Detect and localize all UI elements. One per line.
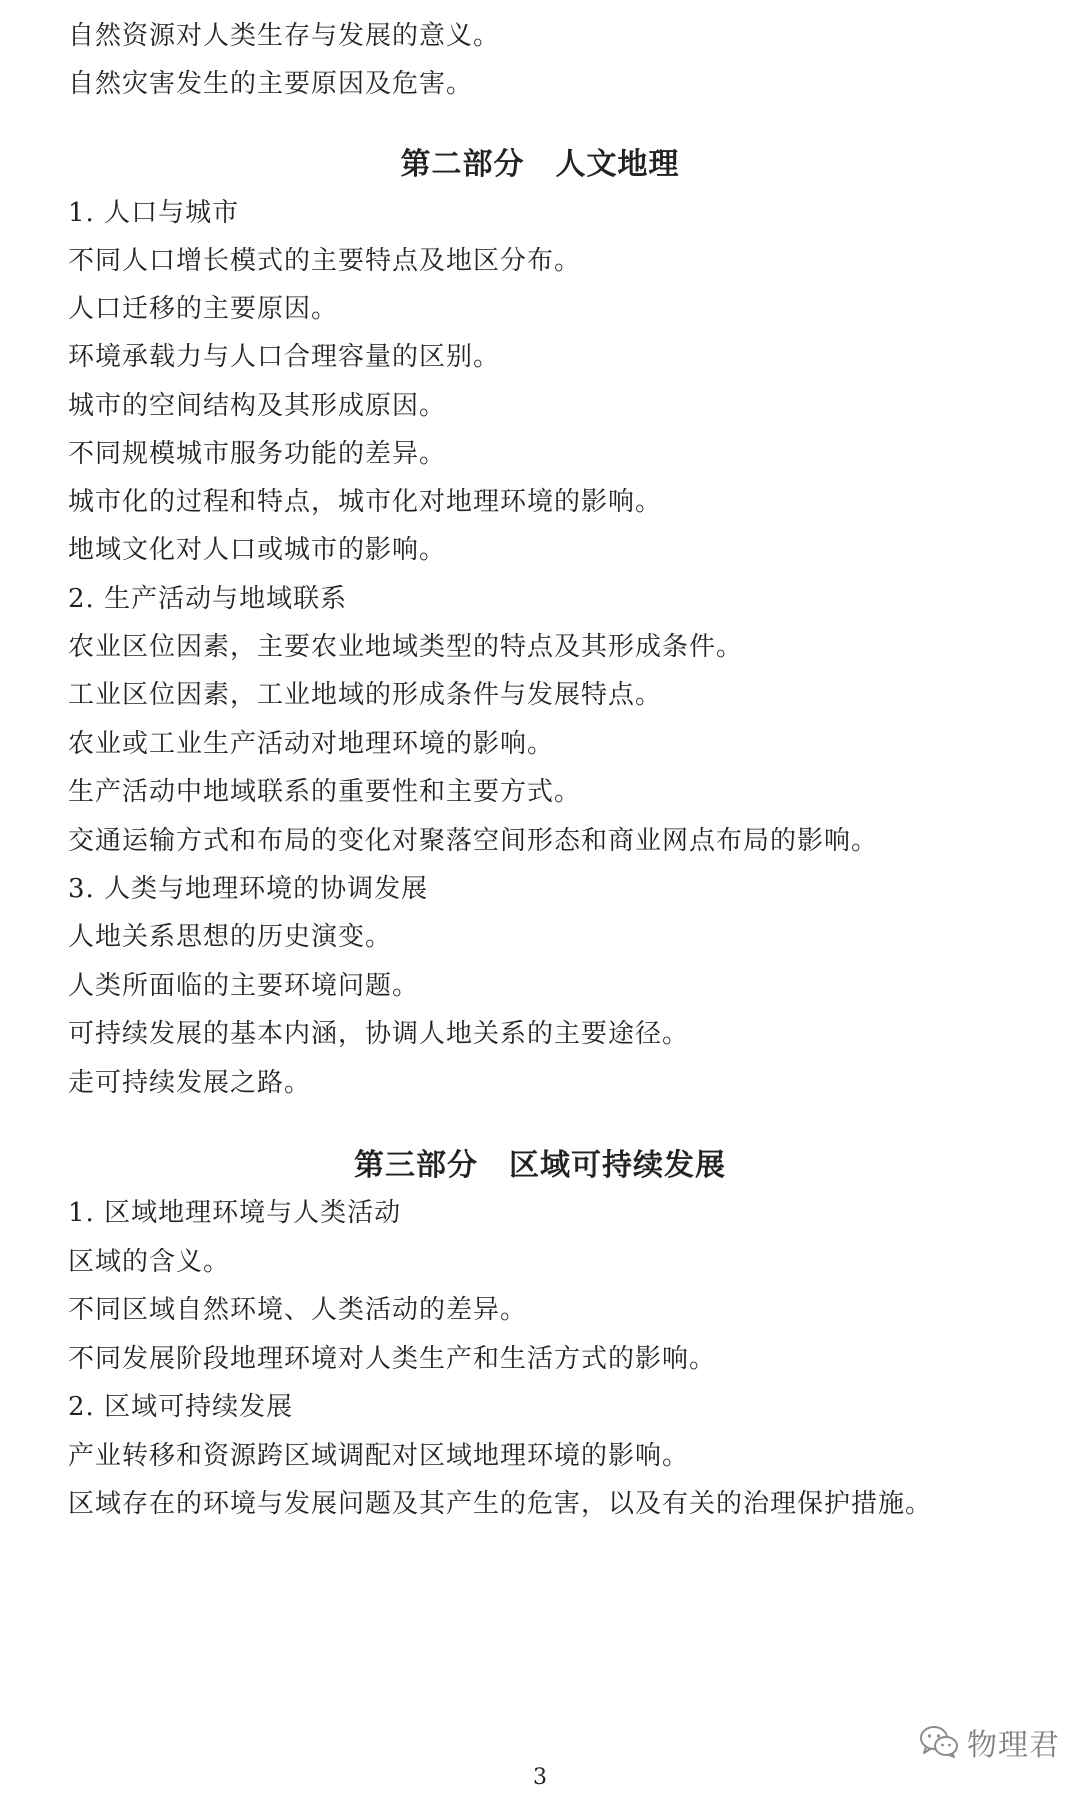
text-line: 不同发展阶段地理环境对人类生产和生活方式的影响。: [68, 1344, 717, 1374]
subsection-title: 1. 区域地理环境与人类活动: [68, 1198, 402, 1228]
wechat-icon: [919, 1725, 959, 1759]
text-line: 可持续发展的基本内涵，协调人地关系的主要途径。: [68, 1019, 690, 1049]
text-line: 工业区位因素，工业地域的形成条件与发展特点。: [68, 680, 663, 710]
subsection-title: 2. 生产活动与地域联系: [68, 584, 348, 614]
text-line: 区域的含义。: [68, 1247, 231, 1277]
text-line: 生产活动中地域联系的重要性和主要方式。: [68, 777, 582, 807]
section-heading-part2: 第二部分 人文地理: [400, 147, 680, 182]
text-line: 自然资源对人类生存与发展的意义。: [68, 21, 501, 51]
text-line: 农业区位因素，主要农业地域类型的特点及其形成条件。: [68, 632, 744, 662]
section-heading-part3: 第三部分 区域可持续发展: [354, 1148, 726, 1183]
text-line: 农业或工业生产活动对地理环境的影响。: [68, 729, 555, 759]
subsection-title: 3. 人类与地理环境的协调发展: [68, 874, 429, 904]
text-line: 自然灾害发生的主要原因及危害。: [68, 69, 474, 99]
text-line: 环境承载力与人口合理容量的区别。: [68, 342, 501, 372]
text-line: 地域文化对人口或城市的影响。: [68, 535, 447, 565]
text-line: 区域存在的环境与发展问题及其产生的危害，以及有关的治理保护措施。: [68, 1489, 933, 1519]
text-line: 城市的空间结构及其形成原因。: [68, 391, 447, 421]
subsection-title: 1. 人口与城市: [68, 198, 240, 228]
text-line: 城市化的过程和特点，城市化对地理环境的影响。: [68, 487, 663, 517]
text-line: 不同区域自然环境、人类活动的差异。: [68, 1295, 528, 1325]
text-line: 交通运输方式和布局的变化对聚落空间形态和商业网点布局的影响。: [68, 826, 879, 856]
text-line: 人类所面临的主要环境问题。: [68, 971, 420, 1001]
text-line: 不同人口增长模式的主要特点及地区分布。: [68, 246, 582, 276]
text-line: 不同规模城市服务功能的差异。: [68, 439, 447, 469]
text-line: 走可持续发展之路。: [68, 1068, 312, 1098]
text-line: 人口迁移的主要原因。: [68, 294, 339, 324]
watermark: [919, 1720, 1060, 1764]
subsection-title: 2. 区域可持续发展: [68, 1392, 294, 1422]
page-number: 3: [533, 1765, 547, 1790]
watermark-text: 物理君: [967, 1728, 1060, 1763]
text-line: 产业转移和资源跨区域调配对区域地理环境的影响。: [68, 1441, 690, 1471]
text-line: 人地关系思想的历史演变。: [68, 922, 393, 952]
